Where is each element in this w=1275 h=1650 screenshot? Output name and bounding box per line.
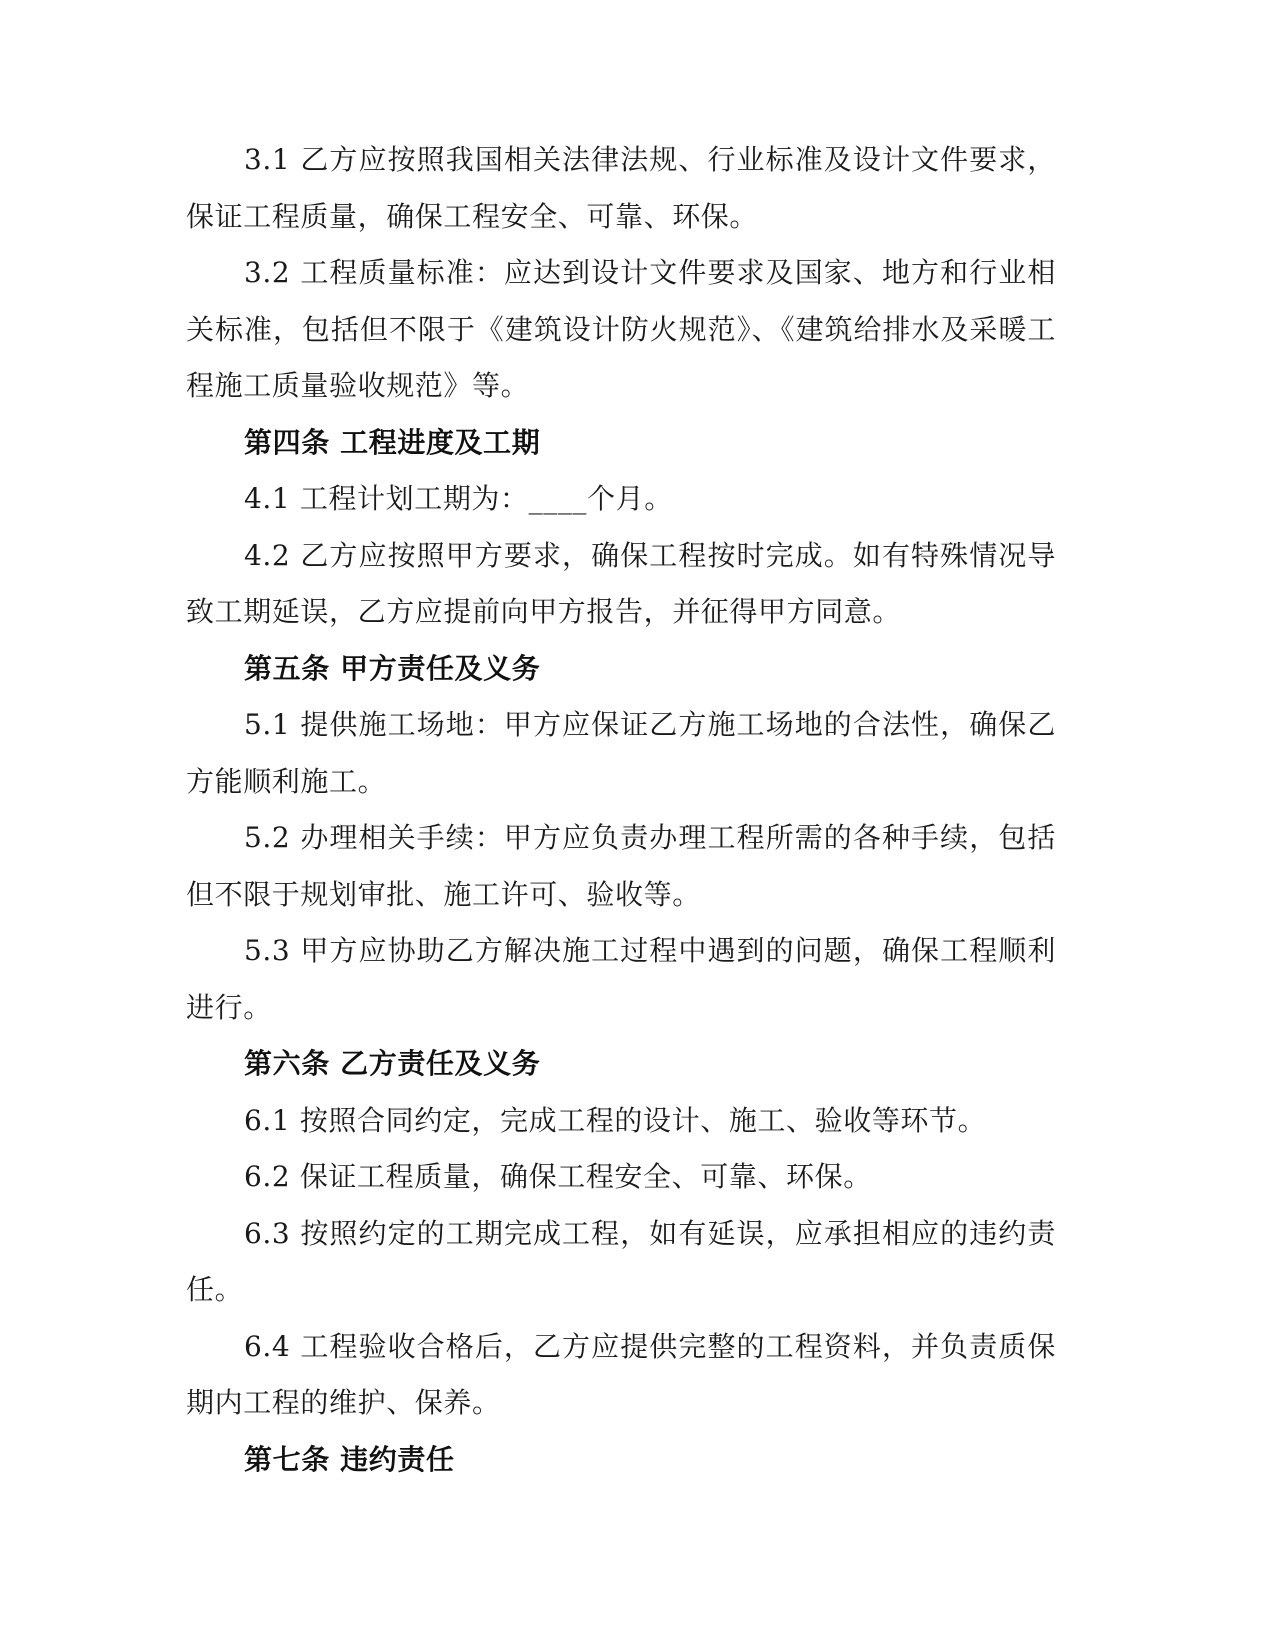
clause-6-4: 6.4 工程验收合格后，乙方应提供完整的工程资料，并负责质保期内工程的维护、保养。 xyxy=(186,1329,1056,1419)
clause-4-2: 4.2 乙方应按照甲方要求，确保工程按时完成。如有特殊情况导致工期延误，乙方应提前向甲方报告，并征得甲方同意。 xyxy=(186,538,1056,628)
clause-6-2: 6.2 保证工程质量，确保工程安全、可靠、环保。 xyxy=(244,1160,872,1193)
article-6-heading: 第六条 乙方责任及义务 xyxy=(244,1047,541,1080)
article-4-heading: 第四条 工程进度及工期 xyxy=(244,425,541,459)
document-page xyxy=(186,132,1056,1488)
article-5-heading: 第五条 甲方责任及义务 xyxy=(244,651,541,685)
clause-5-2: 5.2 办理相关手续：甲方应负责办理工程所需的各种手续，包括但不限于规划审批、施工许可、验收等。 xyxy=(186,821,1056,911)
clause-6-3: 6.3 按照约定的工期完成工程，如有延误，应承担相应的违约责任。 xyxy=(186,1216,1056,1306)
clause-4-1: 4.1 工程计划工期为：____个月。 xyxy=(244,482,673,515)
article-7-heading: 第七条 违约责任 xyxy=(244,1442,455,1476)
clause-6-1: 6.1 按照合同约定，完成工程的设计、施工、验收等环节。 xyxy=(244,1103,987,1137)
clause-3-2: 3.2 工程质量标准：应达到设计文件要求及国家、地方和行业相关标准，包括但不限于《建筑设计防火规范》、《建筑给排水及采暖工程施工质量验收规范》等。 xyxy=(186,256,1056,402)
clause-5-1: 5.1 提供施工场地：甲方应保证乙方施工场地的合法性，确保乙方能顺利施工。 xyxy=(186,708,1056,798)
clause-3-1: 3.1 乙方应按照我国相关法律法规、行业标准及设计文件要求，保证工程质量，确保工程安全、可靠、环保。 xyxy=(186,143,1056,233)
clause-5-3: 5.3 甲方应协助乙方解决施工过程中遇到的问题，确保工程顺利进行。 xyxy=(186,934,1056,1024)
